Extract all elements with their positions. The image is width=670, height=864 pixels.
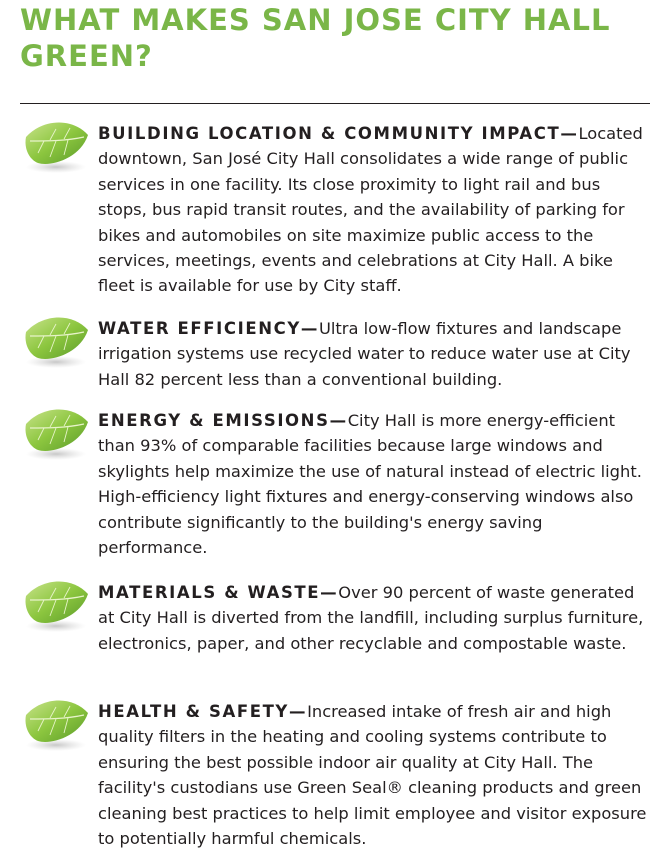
- leaf-icon: [20, 697, 92, 755]
- heading-dash: —: [320, 583, 339, 602]
- section-heading: BUILDING LOCATION & COMMUNITY IMPACT: [98, 124, 561, 143]
- section-text: [98, 121, 650, 299]
- leaf-icon: [20, 314, 92, 372]
- section-body: Increased intake of fresh air and high quality filters in the heating and cooling systems contribute to ensuring the best possible indoor air quality at City Hall. The facility's custodians use Green Seal® cleaning products and green cleaning best practices to help limit employee and visitor exposure to potentially harmful chemicals.: [98, 702, 647, 849]
- section-body: Located downtown, San José City Hall consolidates a wide range of public services in one facility. Its close proximity to light rail and bus stops, bus rapid transit routes, and the availability of parking for bikes and automobiles on site maximize public access to the services, meetings, events and celebrations at City Hall. A bike fleet is available for use by City staff.: [98, 124, 643, 296]
- heading-dash: —: [329, 411, 348, 430]
- leaf-icon: [20, 578, 92, 636]
- section-text: [98, 699, 650, 851]
- section-heading: HEALTH & SAFETY: [98, 702, 289, 721]
- section-body: Over 90 percent of waste generated at City Hall is diverted from the landfill, including surplus furniture, electronics, paper, and other recyclable and compostable waste.: [98, 583, 644, 653]
- leaf-icon: [20, 119, 92, 177]
- heading-dash: —: [300, 319, 319, 338]
- section-body: City Hall is more energy-efficient than 93% of comparable facilities because large windows and skylights help maximize the use of natural instead of electric light. High-efficiency light fixtures and energy-conserving windows also contribute significantly to the building's energy saving performance.: [98, 411, 642, 558]
- page-title: WHAT MAKES SAN JOSE CITY HALL GREEN?: [20, 3, 611, 73]
- heading-dash: —: [560, 124, 579, 143]
- section-text: [98, 316, 650, 392]
- section-text: [98, 580, 650, 656]
- section-heading: MATERIALS & WASTE: [98, 583, 321, 602]
- section-heading: ENERGY & EMISSIONS: [98, 411, 330, 430]
- section-body: Ultra low-flow fixtures and landscape irrigation systems use recycled water to reduce water use at City Hall 82 percent less than a conventional building.: [98, 319, 631, 389]
- section-text: [98, 408, 650, 560]
- heading-dash: —: [288, 702, 308, 721]
- title-divider: [20, 103, 650, 104]
- leaf-icon: [20, 406, 92, 464]
- section-heading: WATER EFFICIENCY: [98, 319, 301, 338]
